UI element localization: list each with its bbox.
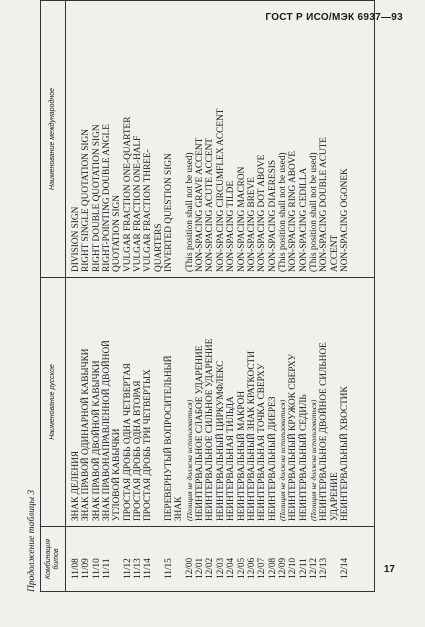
code-cell: 12/05 xyxy=(236,557,247,579)
code-cell: 12/00 xyxy=(184,557,195,579)
russian-name-cell: УГЛОВОЙ КАВЫЧКИ xyxy=(112,428,123,521)
international-name-cell: (This position shall not be used) xyxy=(308,152,319,272)
code-cell: 12/14 xyxy=(339,557,350,579)
international-name-cell: NON-SPACING GRAVE ACCENT xyxy=(195,137,206,272)
russian-name-cell: ПРОСТАЯ ДРОБЬ ОДНА ВТОРАЯ xyxy=(133,380,144,521)
code-cell: 12/07 xyxy=(257,557,268,579)
russian-name-cell: ЗНАК xyxy=(174,496,185,521)
russian-name-column xyxy=(66,278,375,527)
international-name-cell: RIGHT SINGLE QUOTATION SIGN xyxy=(81,129,92,272)
code-cell: 12/12 xyxy=(308,557,319,579)
international-name-cell: NON-SPACING ACUTE ACCENT xyxy=(205,138,216,272)
page-number: 17 xyxy=(383,564,395,575)
column-header-code: Комбинация битов xyxy=(41,527,66,592)
russian-name-cell: НЕИНТЕРВАЛЬНОЕ ДВОЙНОЕ СИЛЬНОЕ xyxy=(319,342,330,521)
russian-name-cell: НЕИНТЕРВАЛЬНЫЙ ХВОСТИК xyxy=(339,386,350,521)
russian-name-cell xyxy=(154,283,164,521)
code-cell: 12/10 xyxy=(288,557,299,579)
international-name-cell: NON-SPACING TILDE xyxy=(226,180,237,272)
international-name-cell: VULGAR FRACTION ONE-HALF xyxy=(133,135,144,272)
international-name-cell: NON-SPACING CEDILLA xyxy=(298,167,309,272)
rotated-table-block xyxy=(27,22,375,592)
column-header-russian: Наименование русское xyxy=(41,278,66,527)
russian-name-cell: ПРОСТАЯ ДРОБЬ ОДНА ЧЕТВЕРТАЯ xyxy=(122,363,133,521)
russian-name-cell: (Позиция не должна использоваться) xyxy=(184,399,194,521)
international-name-cell: NON-SPACING CIRCUMFLEX ACCENT xyxy=(215,108,226,272)
code-cell: 11/10 xyxy=(91,558,102,579)
russian-name-cell: НЕИНТЕРВАЛЬНОЕ СИЛЬНОЕ УДАРЕНИЕ xyxy=(205,338,216,521)
international-name-cell: VULGAR FRACTION THREE- xyxy=(143,149,154,272)
code-cell: 11/09 xyxy=(81,558,92,579)
code-cell: 12/02 xyxy=(205,557,216,579)
russian-name-cell: ПРОСТАЯ ДРОБЬ ТРИ ЧЕТВЕРТЫХ xyxy=(143,369,154,521)
international-name-cell: (This position shall not be used) xyxy=(184,152,195,272)
russian-name-cell: (Позиция не должна использоваться) xyxy=(277,399,287,521)
code-cell: 11/08 xyxy=(71,558,81,579)
international-name-cell: RIGHT DOUBLE QUOTATION SIGN xyxy=(91,124,102,272)
international-name-cell: NON-SPACING DOUBLE ACUTE xyxy=(319,137,330,272)
code-column xyxy=(66,527,375,592)
russian-name-cell: ЗНАК ДЕЛЕНИЯ xyxy=(71,450,81,521)
russian-name-cell: НЕИНТЕРВАЛЬНЫЙ КРУЖОК СВЕРХУ xyxy=(288,353,299,521)
international-name-column xyxy=(66,1,375,278)
code-cell xyxy=(112,532,122,579)
russian-name-cell: УДАРЕНИЕ xyxy=(329,472,340,521)
code-cell xyxy=(174,532,184,579)
character-table xyxy=(40,0,375,592)
russian-name-cell: НЕИНТЕРВАЛЬНАЯ ТОЧКА СВЕРХУ xyxy=(257,363,268,521)
table-caption: Продолжение таблицы 3 xyxy=(27,489,37,592)
code-cell: 11/12 xyxy=(122,558,133,579)
russian-name-cell: ЗНАК ПРАВОЙ ОДИНАРНОЙ КАВЫЧКИ xyxy=(81,348,92,521)
russian-name-cell: НЕИНТЕРВАЛЬНЫЙ ДИЕРЕЗ xyxy=(267,396,278,521)
international-name-cell: VULGAR FRACTION ONE-QUARTER xyxy=(122,116,133,272)
code-cell: 12/13 xyxy=(319,557,330,579)
table-header-row xyxy=(41,1,66,592)
code-cell: 11/13 xyxy=(133,558,144,579)
international-name-cell: NON-SPACING BREVE xyxy=(246,177,257,272)
column-header-international: Наименование международное xyxy=(41,1,66,278)
code-cell: 11/15 xyxy=(164,558,175,579)
code-cell: 12/04 xyxy=(226,557,237,579)
code-cell: 12/11 xyxy=(298,558,309,579)
document-header: ГОСТ Р ИСО/МЭК 6937—93 xyxy=(265,12,403,23)
russian-name-cell: ПЕРЕВЕРНУТЫЙ ВОПРОСИТЕЛЬНЫЙ xyxy=(164,355,175,521)
russian-name-cell: ЗНАК ПРАВОЙ ДВОЙНОЙ КАВЫЧКИ xyxy=(91,360,102,521)
international-name-cell: NON-SPACING DOT ABOVE xyxy=(257,154,268,272)
russian-name-cell: (Позиция не должна использоваться) xyxy=(308,399,318,521)
russian-name-cell: НЕИНТЕРВАЛЬНЫЙ МАКРОН xyxy=(236,390,247,521)
code-cell xyxy=(330,532,340,579)
code-cell: 11/11 xyxy=(102,558,113,579)
russian-name-cell: НЕИНТЕРВАЛЬНЫЙ ЗНАК КРАТКОСТИ xyxy=(246,351,257,521)
russian-name-cell: ЗНАК ПРАВОНАПРАВЛЕННОЙ ДВОЙНОЙ xyxy=(102,340,113,521)
table-body-row xyxy=(66,1,375,592)
code-cell: 11/14 xyxy=(143,558,154,579)
code-cell: 12/08 xyxy=(267,557,278,579)
code-cell: 12/03 xyxy=(215,557,226,579)
international-name-cell xyxy=(174,6,184,272)
international-name-cell: ACCENT xyxy=(329,234,340,272)
international-name-cell: RIGHT-POINTING DOUBLE ANGLE xyxy=(102,124,113,272)
international-name-cell: DIVISION SIGN xyxy=(71,206,81,272)
international-name-cell: INVERTED QUESTION SIGN xyxy=(164,153,175,272)
code-cell xyxy=(154,532,164,579)
international-name-cell: NON-SPACING MACRON xyxy=(236,166,247,272)
code-cell: 12/09 xyxy=(277,557,288,579)
international-name-cell: NON-SPACING RING ABOVE xyxy=(288,150,299,272)
international-name-cell: (This position shall not be used) xyxy=(277,152,288,272)
code-cell: 12/01 xyxy=(195,557,206,579)
russian-name-cell: НЕИНТЕРВАЛЬНЫЙ СЕДИЛЬ xyxy=(298,394,309,521)
russian-name-cell: НЕИНТЕРВАЛЬНЫЙ ЦИРКУМФЛЕКС xyxy=(215,360,226,521)
international-name-cell: QUARTERS xyxy=(153,223,164,272)
international-name-cell: QUOTATION SIGN xyxy=(112,195,123,272)
code-cell: 12/06 xyxy=(246,557,257,579)
international-name-cell: NON-SPACING OGONEK xyxy=(339,168,350,272)
russian-name-cell: НЕИНТЕРВАЛЬНОЕ СЛАБОЕ УДАРЕНИЕ xyxy=(195,345,206,521)
international-name-cell: NON-SPACING DIAERESIS xyxy=(267,159,278,272)
russian-name-cell: НЕИНТЕРВАЛЬНАЯ ТИЛЬДА xyxy=(226,396,237,521)
